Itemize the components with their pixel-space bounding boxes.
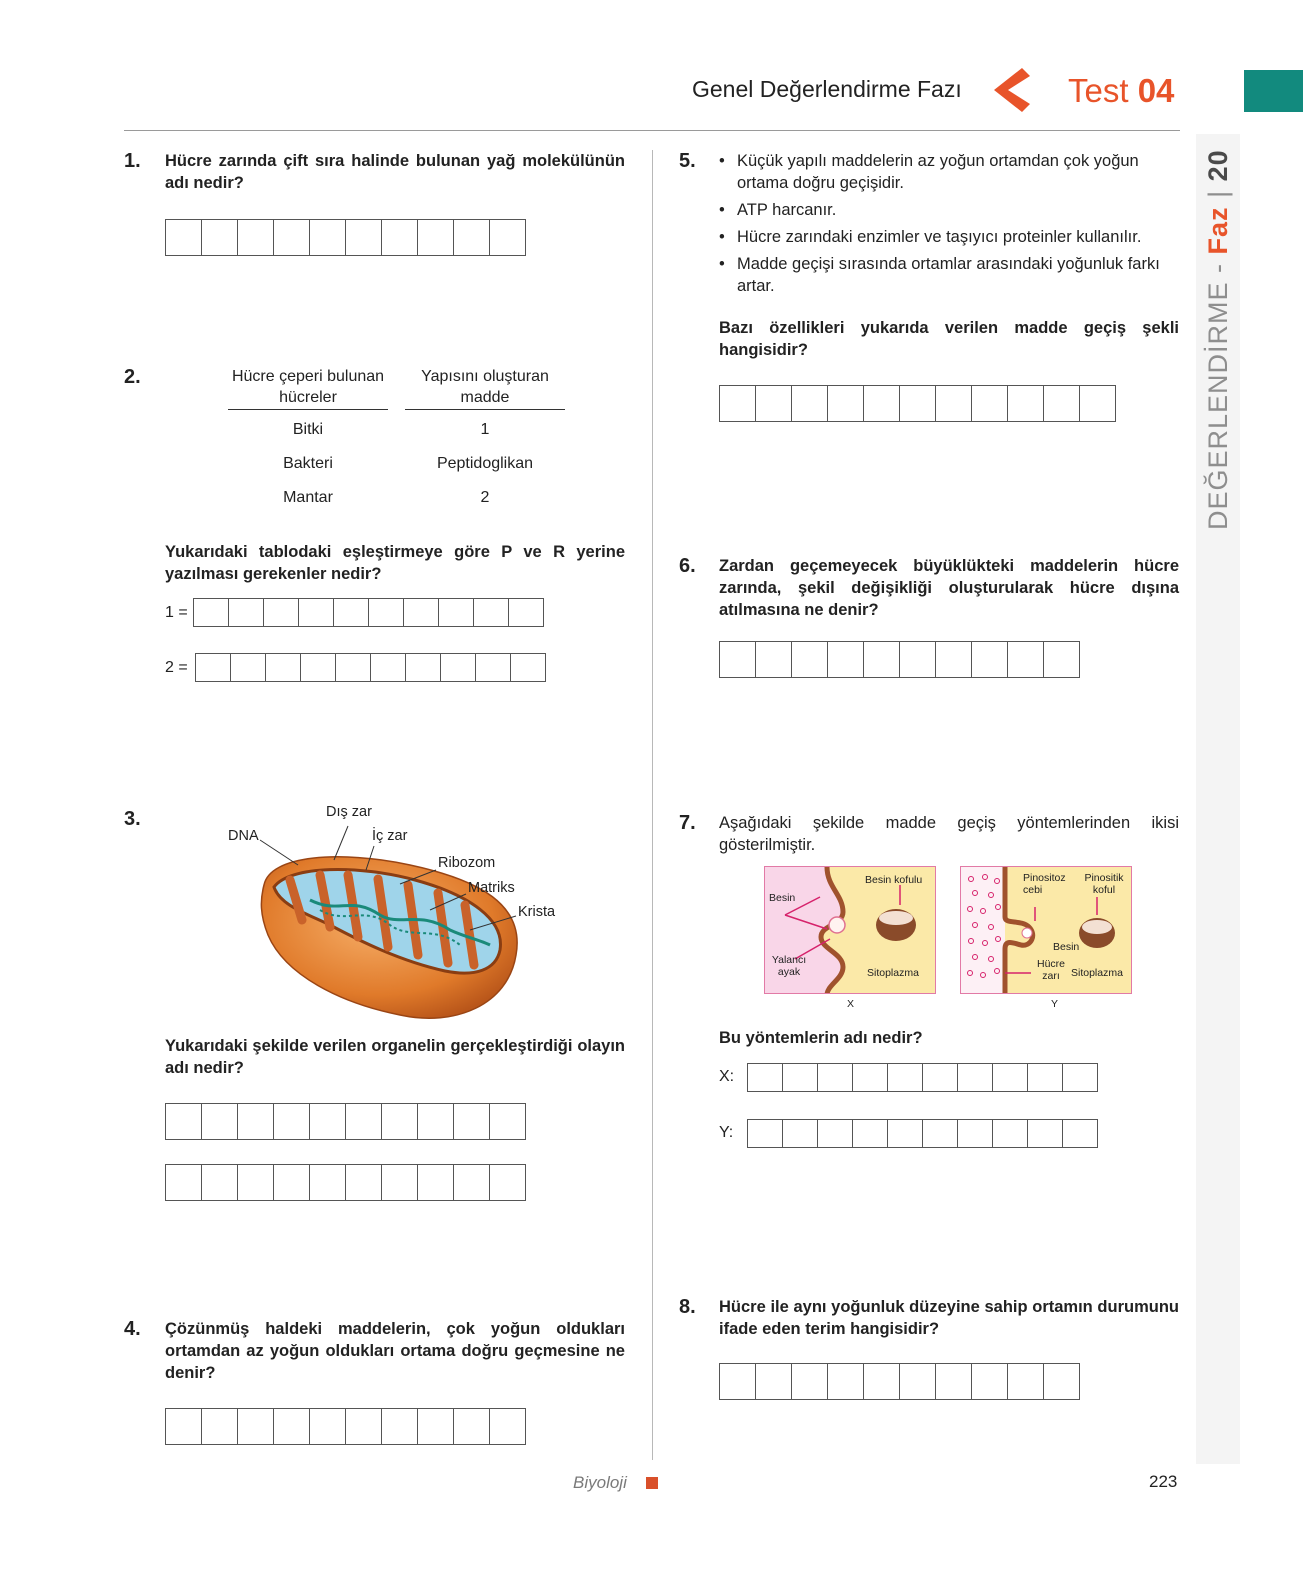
answer-box[interactable] <box>827 1363 864 1400</box>
answer-label-1: 1 = <box>165 604 188 621</box>
figure-label-matriks: Matriks <box>468 880 515 896</box>
answer-box[interactable] <box>263 598 299 627</box>
answer-box[interactable] <box>1062 1119 1098 1148</box>
bullet-item: • Madde geçişi sırasında ortamlar arasındaki yoğunluk farkı artar. <box>719 253 1179 297</box>
question-8-text: Hücre ile aynı yoğunluk düzeyine sahip ortamın durumunu ifade eden terim hangisidir? <box>719 1298 1179 1338</box>
question-2-text: Yukarıdaki tablodaki eşleştirmeye göre P ve R yerine yazılması gerekenler nedir? <box>165 543 625 583</box>
table-header-rule <box>228 409 388 410</box>
answer-box[interactable] <box>817 1063 853 1092</box>
answer-box[interactable] <box>782 1119 818 1148</box>
answer-box[interactable] <box>165 219 202 256</box>
figure-y-label-sitoplazma: Sitoplazma <box>1071 967 1123 979</box>
answer-box[interactable] <box>475 653 511 682</box>
question-6-number: 6. <box>679 555 696 577</box>
answer-box[interactable] <box>237 1103 274 1140</box>
answer-box[interactable] <box>417 219 454 256</box>
header-divider <box>124 130 1180 131</box>
question-8-answer-boxes[interactable] <box>719 1363 1080 1400</box>
answer-box[interactable] <box>489 1103 526 1140</box>
answer-box[interactable] <box>453 219 490 256</box>
page-header-title: Genel Değerlendirme Fazı <box>692 76 962 102</box>
answer-box[interactable] <box>309 1103 346 1140</box>
answer-box[interactable] <box>755 1363 792 1400</box>
answer-box[interactable] <box>957 1119 993 1148</box>
figure-label-ic-zar: İç zar <box>372 828 408 844</box>
test-word: Test <box>1068 72 1129 109</box>
answer-box[interactable] <box>791 641 828 678</box>
side-faz-number: 20 <box>1203 149 1233 182</box>
question-5-number: 5. <box>679 150 696 172</box>
answer-box[interactable] <box>755 385 792 422</box>
figure-x-caption: X <box>847 998 855 1010</box>
answer-box[interactable] <box>719 1363 756 1400</box>
answer-box[interactable] <box>453 1103 490 1140</box>
table-cell: 2 <box>480 489 490 506</box>
question-7-number: 7. <box>679 812 696 834</box>
answer-box[interactable] <box>345 1164 382 1201</box>
answer-box[interactable] <box>381 1164 418 1201</box>
figure-y-label-pinositoz-cebi: Pinositoz cebi <box>1023 872 1066 896</box>
table-cell: Bakteri <box>283 455 333 472</box>
footer-subject: Biyoloji <box>573 1473 627 1492</box>
question-1-text: Hücre zarında çift sıra halinde bulunan yağ molekülünün adı nedir? <box>165 152 625 192</box>
answer-box[interactable] <box>201 1103 238 1140</box>
figure-y-label-besin: Besin <box>1053 941 1080 953</box>
answer-box[interactable] <box>201 1164 238 1201</box>
answer-box[interactable] <box>309 219 346 256</box>
answer-box[interactable] <box>273 1408 310 1445</box>
side-section-text: DEĞERLENDİRME - <box>1203 254 1233 530</box>
column-divider <box>652 150 653 1460</box>
answer-box[interactable] <box>165 1103 202 1140</box>
answer-box[interactable] <box>827 641 864 678</box>
answer-box[interactable] <box>899 641 936 678</box>
question-7-question: Bu yöntemlerin adı nedir? <box>719 1029 923 1047</box>
side-section-label: DEĞERLENDİRME - Faz | 20 <box>1203 149 1233 530</box>
test-label <box>1068 72 1174 110</box>
answer-box[interactable] <box>1007 641 1044 678</box>
answer-box[interactable] <box>193 598 229 627</box>
answer-box[interactable] <box>201 219 238 256</box>
figure-y-panel <box>960 866 1132 994</box>
figure-y-label-hucre-zari: Hücre zarı <box>1036 958 1065 982</box>
dissolved-particles <box>965 871 1005 991</box>
answer-box[interactable] <box>489 219 526 256</box>
answer-box[interactable] <box>1007 385 1044 422</box>
answer-box[interactable] <box>863 641 900 678</box>
answer-box[interactable] <box>381 1103 418 1140</box>
table-cell: Bitki <box>292 421 324 438</box>
question-6-text: Zardan geçemeyecek büyüklükteki maddelerin hücre zarında, şekil değişikliği oluşturularak hücre dışına atılmasına ne denir? <box>719 557 1179 619</box>
answer-box[interactable] <box>273 219 310 256</box>
answer-box[interactable] <box>1079 385 1116 422</box>
answer-box[interactable] <box>273 1103 310 1140</box>
answer-box[interactable] <box>510 653 546 682</box>
table-header-rule <box>405 409 565 410</box>
chevron-left-icon <box>988 66 1036 114</box>
figure-x-panel <box>764 866 936 994</box>
answer-box[interactable] <box>489 1408 526 1445</box>
answer-box[interactable] <box>335 653 371 682</box>
answer-box[interactable] <box>817 1119 853 1148</box>
answer-box[interactable] <box>417 1408 454 1445</box>
answer-box[interactable] <box>791 385 828 422</box>
answer-box[interactable] <box>473 598 509 627</box>
answer-box[interactable] <box>1043 385 1080 422</box>
answer-box[interactable] <box>1043 1363 1080 1400</box>
answer-box[interactable] <box>791 1363 828 1400</box>
question-1-answer-boxes[interactable] <box>165 219 526 256</box>
question-7-answer-x-boxes[interactable] <box>747 1063 1098 1092</box>
answer-box[interactable] <box>922 1119 958 1148</box>
footer-square-marker <box>646 1477 658 1489</box>
answer-box[interactable] <box>852 1063 888 1092</box>
figure-label-dna: DNA <box>228 828 259 844</box>
answer-box[interactable] <box>971 1363 1008 1400</box>
answer-box[interactable] <box>827 385 864 422</box>
answer-box[interactable] <box>489 1164 526 1201</box>
question-7-text: Aşağıdaki şekilde madde geçiş yöntemlerinden ikisi gösterilmiştir. <box>719 814 1179 854</box>
answer-box[interactable] <box>370 653 406 682</box>
answer-box[interactable] <box>719 641 756 678</box>
page-number: 223 <box>1149 1472 1178 1491</box>
answer-box[interactable] <box>747 1119 783 1148</box>
bullet-item: • ATP harcanır. <box>719 199 1179 221</box>
answer-box[interactable] <box>957 1063 993 1092</box>
answer-box[interactable] <box>300 653 336 682</box>
table-header-material: Yapısını oluşturan madde <box>421 368 549 406</box>
answer-box[interactable] <box>273 1164 310 1201</box>
question-7-answer-y-boxes[interactable] <box>747 1119 1098 1148</box>
answer-box[interactable] <box>201 1408 238 1445</box>
table-cell: 1 <box>480 421 490 438</box>
figure-x-label-yalanci-ayak: Yalancı ayak <box>771 954 807 978</box>
answer-box[interactable] <box>899 385 936 422</box>
answer-box[interactable] <box>935 385 972 422</box>
answer-box[interactable] <box>782 1063 818 1092</box>
test-number: 04 <box>1137 72 1175 109</box>
answer-box[interactable] <box>852 1119 888 1148</box>
leader-lines <box>250 820 530 940</box>
answer-box[interactable] <box>417 1164 454 1201</box>
question-3-answer-1-boxes[interactable] <box>165 1103 526 1140</box>
answer-box[interactable] <box>863 1363 900 1400</box>
figure-x-label-sitoplazma: Sitoplazma <box>867 967 919 979</box>
answer-box[interactable] <box>935 641 972 678</box>
answer-label-2: 2 = <box>165 659 188 676</box>
answer-box[interactable] <box>309 1164 346 1201</box>
question-5-bullets <box>719 150 1179 302</box>
answer-box[interactable] <box>992 1063 1028 1092</box>
question-4-text: Çözünmüş haldeki maddelerin, çok yoğun oldukları ortamdan az yoğun oldukları ortama doğru geçmesine ne denir? <box>165 1320 625 1382</box>
answer-box[interactable] <box>333 598 369 627</box>
answer-box[interactable] <box>381 219 418 256</box>
answer-box[interactable] <box>887 1119 923 1148</box>
answer-box[interactable] <box>935 1363 972 1400</box>
table-cell: Mantar <box>283 489 333 506</box>
answer-box[interactable] <box>230 653 266 682</box>
bullet-item: • Hücre zarındaki enzimler ve taşıyıcı proteinler kullanılır. <box>719 226 1179 248</box>
figure-y-caption: Y <box>1051 998 1059 1010</box>
figure-label-ribozom: Ribozom <box>438 855 496 871</box>
answer-box[interactable] <box>453 1408 490 1445</box>
question-4-answer-boxes[interactable] <box>165 1408 526 1445</box>
answer-box[interactable] <box>971 385 1008 422</box>
question-2-answer-2-boxes[interactable] <box>195 653 546 682</box>
table-cell: Peptidoglikan <box>436 455 534 472</box>
answer-box[interactable] <box>887 1063 923 1092</box>
question-3-text: Yukarıdaki şekilde verilen organelin gerçekleştirdiği olayın adı nedir? <box>165 1037 625 1077</box>
answer-box[interactable] <box>237 219 274 256</box>
answer-box[interactable] <box>417 1103 454 1140</box>
answer-box[interactable] <box>922 1063 958 1092</box>
answer-box[interactable] <box>165 1408 202 1445</box>
side-faz-text: Faz <box>1203 206 1233 255</box>
answer-box[interactable] <box>237 1164 274 1201</box>
figure-label-krista: Krista <box>518 904 556 920</box>
answer-box[interactable] <box>508 598 544 627</box>
answer-box[interactable] <box>368 598 404 627</box>
answer-box[interactable] <box>345 1408 382 1445</box>
figure-x-label-besin: Besin <box>769 892 796 904</box>
question-3-number: 3. <box>124 808 141 830</box>
answer-box[interactable] <box>747 1063 783 1092</box>
question-2-answer-1-boxes[interactable] <box>193 598 544 627</box>
answer-box[interactable] <box>165 1164 202 1201</box>
answer-box[interactable] <box>405 653 441 682</box>
question-1-number: 1. <box>124 150 141 172</box>
answer-box[interactable] <box>1007 1363 1044 1400</box>
question-5-answer-boxes[interactable] <box>719 385 1116 422</box>
question-3-answer-2-boxes[interactable] <box>165 1164 526 1201</box>
question-4-number: 4. <box>124 1318 141 1340</box>
table-header-cell-walls: Hücre çeperi bulunan hücreler <box>231 368 385 406</box>
question-5-text: Bazı özellikleri yukarıda verilen madde geçiş şekli hangisidir? <box>719 319 1179 359</box>
answer-box[interactable] <box>899 1363 936 1400</box>
answer-box[interactable] <box>1043 641 1080 678</box>
answer-box[interactable] <box>971 641 1008 678</box>
answer-box[interactable] <box>992 1119 1028 1148</box>
bullet-item: • Küçük yapılı maddelerin az yoğun ortamdan çok yoğun ortama doğru geçişidir. <box>719 150 1179 194</box>
figure-y-label-pinositik-koful: Pinositik koful <box>1084 872 1124 896</box>
answer-box[interactable] <box>719 385 756 422</box>
answer-box[interactable] <box>755 641 792 678</box>
figure-label-dis-zar: Dış zar <box>326 804 372 820</box>
answer-box[interactable] <box>1027 1063 1063 1092</box>
answer-box[interactable] <box>1027 1119 1063 1148</box>
figure-x-label-besin-kofulu: Besin kofulu <box>865 874 923 886</box>
answer-box[interactable] <box>265 653 301 682</box>
answer-label-x: X: <box>719 1068 735 1085</box>
answer-box[interactable] <box>381 1408 418 1445</box>
answer-box[interactable] <box>438 598 474 627</box>
answer-box[interactable] <box>298 598 334 627</box>
answer-box[interactable] <box>1062 1063 1098 1092</box>
answer-box[interactable] <box>345 219 382 256</box>
answer-box[interactable] <box>403 598 439 627</box>
question-2-number: 2. <box>124 366 141 388</box>
question-8-number: 8. <box>679 1296 696 1318</box>
answer-box[interactable] <box>863 385 900 422</box>
answer-box[interactable] <box>345 1103 382 1140</box>
answer-box[interactable] <box>309 1408 346 1445</box>
answer-label-y: Y: <box>719 1124 734 1141</box>
answer-box[interactable] <box>453 1164 490 1201</box>
question-6-answer-boxes[interactable] <box>719 641 1080 678</box>
section-tab-marker <box>1244 70 1303 112</box>
answer-box[interactable] <box>195 653 231 682</box>
answer-box[interactable] <box>440 653 476 682</box>
answer-box[interactable] <box>228 598 264 627</box>
answer-box[interactable] <box>237 1408 274 1445</box>
